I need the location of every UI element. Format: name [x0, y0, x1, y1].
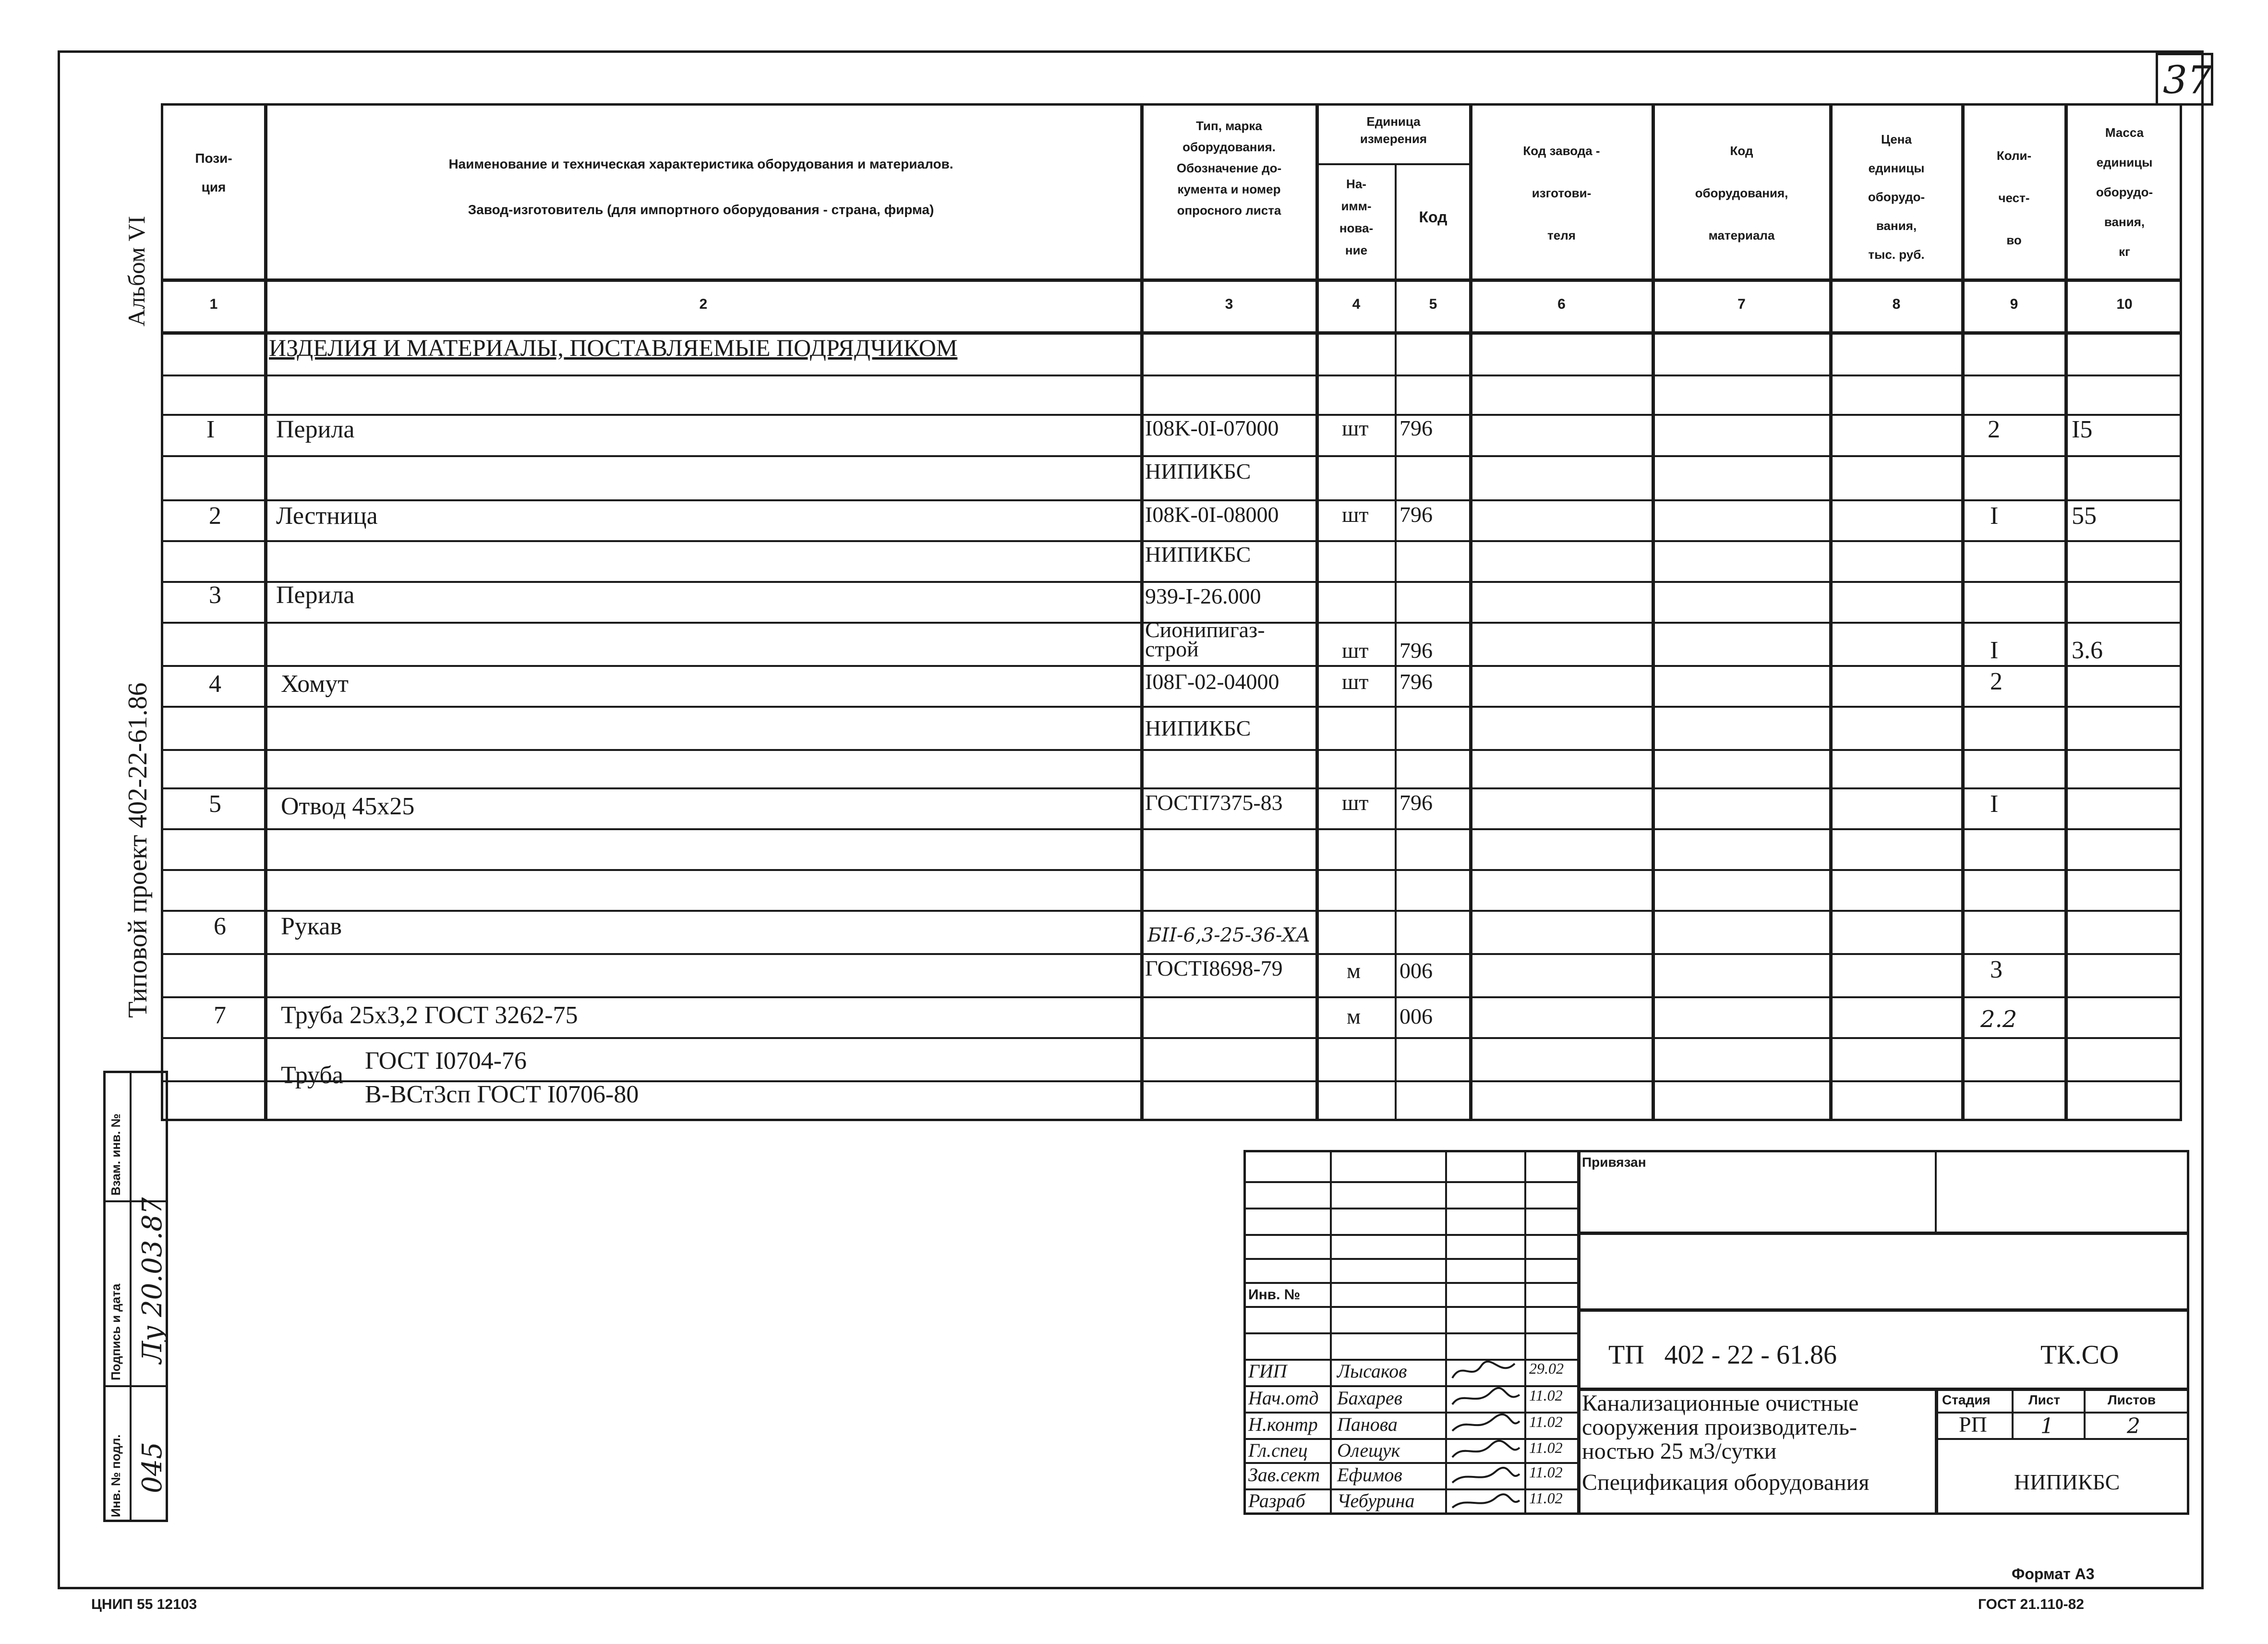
row-2-code: 796 — [1399, 502, 1433, 527]
stamp-name-4: Ефимов — [1337, 1464, 1402, 1486]
row-1-name: Перила — [276, 416, 355, 443]
header-col6: Код завода - изготови- теля — [1523, 144, 1600, 242]
row-7-unit: м — [1347, 1004, 1361, 1028]
row-7-name: Труба 25х3,2 ГОСТ 3262-75 — [281, 1002, 578, 1029]
header-col10: Масса единицы оборудо- вания, кг — [2096, 125, 2153, 259]
stamp-role-5: Разраб — [1248, 1490, 1305, 1511]
row-2-type: I08K-0I-08000 — [1145, 502, 1279, 527]
sheets-label: Листов — [2108, 1392, 2156, 1407]
row-6-pos: 6 — [214, 913, 226, 940]
row-3b-code: 796 — [1399, 638, 1433, 663]
colnum-3: 3 — [1225, 296, 1233, 312]
inv-value: 045 — [137, 1442, 168, 1493]
header-col3: Тип, марка оборудования. Обозначение до- кумента и номер опросного листа — [1176, 119, 1282, 218]
colnum-9: 9 — [2010, 296, 2018, 312]
stamp-inv-no: Инв. № — [1248, 1287, 1301, 1303]
row-3b-type: Сионипигаз- строй — [1145, 617, 1265, 661]
header-unit-group: Единица измерения — [1360, 114, 1427, 146]
header-col1: Пози- ция — [195, 151, 232, 194]
stamp-title-line1: Канализационные очистные — [1582, 1390, 1859, 1416]
row-6b-qty: 3 — [1990, 956, 2003, 983]
stamp-org: НИПИКБС — [2014, 1470, 2120, 1494]
row-3-pos: 3 — [209, 581, 221, 609]
stamp-role-4: Зав.сект — [1248, 1464, 1320, 1486]
row-5-pos: 5 — [209, 790, 221, 818]
row-1b-type: НИПИКБС — [1145, 459, 1251, 484]
row-5-qty: I — [1990, 790, 1999, 818]
colnum-2: 2 — [699, 296, 708, 312]
row-1-unit: шт — [1342, 416, 1369, 440]
stamp-code: ТК.СО — [2040, 1340, 2119, 1370]
row-7-code: 006 — [1399, 1004, 1433, 1028]
row-3-name: Перила — [276, 581, 355, 609]
row-5-unit: шт — [1342, 790, 1369, 815]
row-2-mass: 55 — [2072, 502, 2097, 530]
row-4-qty: 2 — [1990, 668, 2003, 695]
colnum-8: 8 — [1892, 296, 1901, 312]
row-2-pos: 2 — [209, 502, 221, 530]
row-5-type: ГОСТI7375-83 — [1145, 790, 1283, 815]
header-col9: Коли- чест- во — [1996, 148, 2032, 247]
side-project-label: Типовой проект 402-22-61.86 — [123, 682, 153, 1018]
row-1-code: 796 — [1399, 416, 1433, 440]
colnum-4: 4 — [1352, 296, 1361, 312]
row-1-type: I08K-0I-07000 — [1145, 416, 1279, 440]
signatures — [1448, 1359, 1524, 1512]
row-1-pos: I — [206, 416, 215, 443]
stamp-name-0: Лысаков — [1337, 1360, 1407, 1382]
stamp-role-3: Гл.спец — [1248, 1439, 1308, 1461]
stage-label: Стадия — [1942, 1392, 1991, 1407]
colnum-6: 6 — [1557, 296, 1566, 312]
footer-right: ГОСТ 21.110-82 — [1978, 1596, 2084, 1612]
stamp-title-line2: сооружения производитель- — [1582, 1414, 1857, 1440]
colnum-10: 10 — [2116, 296, 2133, 312]
podpis-data-label: Подпись и дата — [109, 1283, 123, 1380]
row-3b-unit: шт — [1342, 638, 1369, 663]
row-6-name: Рукав — [281, 913, 342, 940]
sheet-number: 37 — [2163, 58, 2212, 102]
stamp-role-0: ГИП — [1248, 1360, 1287, 1382]
row-6b-type: ГОСТI8698-79 — [1145, 956, 1283, 980]
stamp-date-0: 29.02 — [1529, 1360, 1564, 1377]
stamp-date-2: 11.02 — [1529, 1413, 1563, 1430]
header-col2-line2: Завод-изготовитель (для импортного оборудования - страна, фирма) — [468, 202, 934, 217]
row-2-qty: I — [1990, 502, 1999, 530]
stamp-date-5: 11.02 — [1529, 1489, 1563, 1507]
row-7-qty: 2.2 — [1980, 1006, 2017, 1033]
row-4-name: Хомут — [281, 670, 349, 698]
row-5-code: 796 — [1399, 790, 1433, 815]
row-6b-code: 006 — [1399, 958, 1433, 983]
row-2-name: Лестница — [276, 502, 378, 530]
colnum-7: 7 — [1737, 296, 1746, 312]
row-7-pos: 7 — [214, 1002, 226, 1029]
stamp-name-3: Олещук — [1337, 1439, 1400, 1461]
header-col7: Код оборудования, материала — [1695, 144, 1788, 242]
section-title: ИЗДЕЛИЯ И МАТЕРИАЛЫ, ПОСТАВЛЯЕМЫЕ ПОДРЯДЧИКОМ — [269, 334, 958, 361]
header-col5: Код — [1419, 208, 1448, 226]
sheet-value: 1 — [2040, 1414, 2054, 1438]
header-col4: На- имм- нова- ние — [1339, 177, 1374, 257]
row-8-name-prefix: Труба — [281, 1062, 343, 1089]
row-8-name-line2: В-ВСт3сп ГОСТ I0706-80 — [365, 1081, 639, 1108]
stamp-designation: ТП 402 - 22 - 61.86 — [1608, 1340, 1837, 1370]
header-col8: Цена единицы оборудо- вания, тыс. руб. — [1868, 132, 1925, 262]
stamp-name-1: Бахарев — [1337, 1387, 1402, 1409]
row-1-qty: 2 — [1988, 416, 2000, 443]
row-6b-unit: м — [1347, 958, 1361, 983]
row-6-type: БII-6,3-25-36-ХА — [1147, 924, 1311, 946]
stamp-date-1: 11.02 — [1529, 1387, 1563, 1404]
privyazan-label: Привязан — [1582, 1155, 1646, 1170]
row-1-mass: I5 — [2072, 416, 2093, 443]
stamp-title-line4: Спецификация оборудования — [1582, 1470, 1870, 1495]
stamp-role-2: Н.контр — [1248, 1414, 1318, 1435]
stamp-name-2: Панова — [1337, 1414, 1398, 1435]
row-8-name-line1: ГОСТ I0704-76 — [365, 1047, 527, 1075]
sheet-label: Лист — [2028, 1392, 2061, 1407]
vzam-inv-label: Взам. инв. № — [109, 1113, 123, 1196]
footer-left: ЦНИП 55 12103 — [91, 1596, 197, 1612]
inv-podl-label: Инв. № подл. — [109, 1434, 123, 1517]
colnum-5: 5 — [1429, 296, 1437, 312]
row-2b-type: НИПИКБС — [1145, 542, 1251, 567]
sheets-value: 2 — [2127, 1414, 2140, 1438]
stamp-date-4: 11.02 — [1529, 1463, 1563, 1481]
stamp-title-line3: ностью 25 м3/сутки — [1582, 1438, 1777, 1464]
row-4-pos: 4 — [209, 670, 221, 698]
stamp-date-3: 11.02 — [1529, 1439, 1563, 1456]
row-3-type: 939-I-26.000 — [1145, 584, 1261, 608]
stage-value: РП — [1959, 1412, 1987, 1437]
colnum-1: 1 — [209, 296, 218, 312]
row-4-code: 796 — [1399, 669, 1433, 694]
row-4-unit: шт — [1342, 669, 1369, 694]
album-label: Альбом VI — [123, 216, 150, 326]
row-4-type: I08Г-02-04000 — [1145, 669, 1279, 694]
stamp-name-5: Чебурина — [1337, 1490, 1415, 1511]
row-2-unit: шт — [1342, 502, 1369, 527]
row-3b-mass: 3.6 — [2072, 637, 2103, 664]
stamp-role-1: Нач.отд — [1248, 1387, 1319, 1409]
header-col2-line1: Наименование и техническая характеристика оборудования и материалов. — [448, 157, 953, 171]
row-4b-type: НИПИКБС — [1145, 716, 1251, 740]
format-label: Формат А3 — [2012, 1565, 2095, 1583]
podpis-value: Лу 20.03.87 — [137, 1197, 168, 1364]
row-5-name: Отвод 45х25 — [281, 793, 415, 820]
row-3b-qty: I — [1990, 637, 1999, 664]
